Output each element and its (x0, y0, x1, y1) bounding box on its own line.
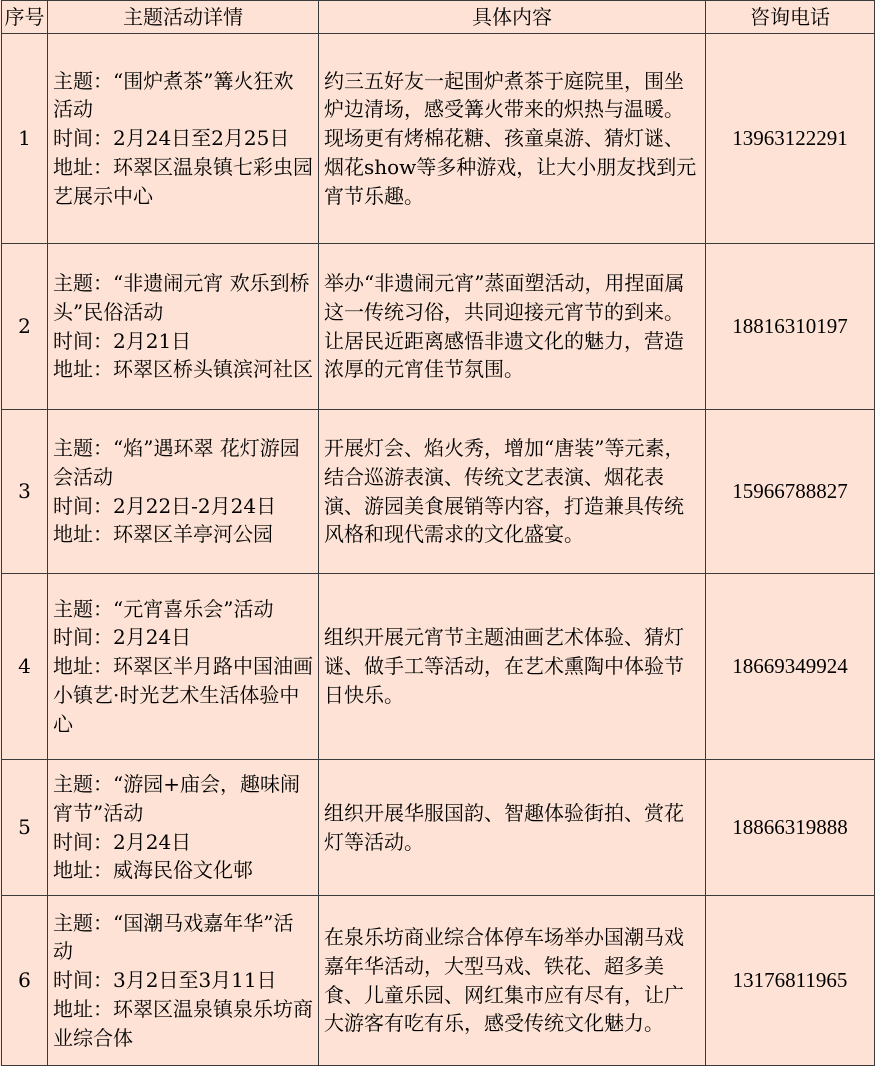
table-row (2, 410, 875, 574)
row-detail (48, 410, 319, 574)
detail-time: 时间：2月22日-2月24日 (53, 493, 277, 518)
detail-address: 地址：环翠区温泉镇七彩虫园艺展示中心 (53, 154, 313, 208)
row-detail (48, 896, 319, 1066)
row-index: 6 (2, 896, 48, 1066)
detail-time: 时间：3月2日至3月11日 (53, 968, 277, 993)
detail-address: 地址：威海民俗文化邨 (53, 858, 253, 883)
detail-address: 地址：环翠区桥头镇滨河社区 (53, 357, 313, 382)
row-content: 举办“非遗闹元宵”蒸面塑活动，用捏面属这一传统习俗，共同迎接元宵节的到来。让居民近距离感悟非遗文化的魅力，营造浓厚的元宵佳节氛围。 (319, 244, 706, 410)
row-index: 3 (2, 410, 48, 574)
detail-address: 地址：环翠区羊亭河公园 (53, 522, 273, 547)
header-phone: 咨询电话 (706, 1, 875, 34)
row-detail (48, 244, 319, 410)
table-row (2, 896, 875, 1066)
detail-theme: 主题：“游园+庙会，趣味闹宵节”活动 (53, 771, 300, 825)
row-phone: 18669349924 (706, 574, 875, 760)
header-content: 具体内容 (319, 1, 706, 34)
detail-theme: 主题：“围炉煮茶”篝火狂欢活动 (53, 68, 294, 122)
row-phone: 18866319888 (706, 760, 875, 896)
row-content: 约三五好友一起围炉煮茶于庭院里，围坐炉边清场，感受篝火带来的炽热与温暖。现场更有烤棉花糖、孩童桌游、猜灯谜、烟花show等多种游戏，让大小朋友找到元宵节乐趣。 (319, 34, 706, 244)
table-row (2, 244, 875, 410)
table-row (2, 760, 875, 896)
detail-theme: 主题：“焰”遇环翠 花灯游园会活动 (53, 435, 300, 489)
detail-time: 时间：2月24日 (53, 625, 192, 650)
row-index: 1 (2, 34, 48, 244)
header-index: 序号 (2, 1, 48, 34)
header-detail: 主题活动详情 (48, 1, 319, 34)
row-detail (48, 760, 319, 896)
row-content: 在泉乐坊商业综合体停车场举办国潮马戏嘉年华活动，大型马戏、铁花、超多美食、儿童乐园、网红集市应有尽有，让广大游客有吃有乐，感受传统文化魅力。 (319, 896, 706, 1066)
table-row (2, 34, 875, 244)
row-content: 组织开展华服国韵、智趣体验街拍、赏花灯等活动。 (319, 760, 706, 896)
detail-address: 地址：环翠区半月路中国油画小镇艺·时光艺术生活体验中心 (53, 654, 313, 736)
row-index: 4 (2, 574, 48, 760)
row-detail (48, 34, 319, 244)
detail-theme: 主题：“国潮马戏嘉年华”活动 (53, 910, 294, 964)
detail-theme: 主题：“非遗闹元宵 欢乐到桥头”民俗活动 (53, 270, 310, 324)
detail-time: 时间：2月24日至2月25日 (53, 126, 290, 151)
row-phone: 15966788827 (706, 410, 875, 574)
header-row (2, 1, 875, 34)
detail-address: 地址：环翠区温泉镇泉乐坊商业综合体 (53, 996, 313, 1050)
row-index: 2 (2, 244, 48, 410)
detail-time: 时间：2月24日 (53, 829, 192, 854)
row-index: 5 (2, 760, 48, 896)
table-row (2, 574, 875, 760)
row-phone: 13176811965 (706, 896, 875, 1066)
row-content: 组织开展元宵节主题油画艺术体验、猜灯谜、做手工等活动，在艺术熏陶中体验节日快乐。 (319, 574, 706, 760)
detail-theme: 主题：“元宵喜乐会”活动 (53, 596, 274, 621)
row-content: 开展灯会、焰火秀，增加“唐装”等元素，结合巡游表演、传统文艺表演、烟花表演、游园美食展销等内容，打造兼具传统风格和现代需求的文化盛宴。 (319, 410, 706, 574)
row-phone: 18816310197 (706, 244, 875, 410)
row-phone: 13963122291 (706, 34, 875, 244)
row-detail (48, 574, 319, 760)
events-table (1, 0, 875, 1066)
detail-time: 时间：2月21日 (53, 328, 192, 353)
